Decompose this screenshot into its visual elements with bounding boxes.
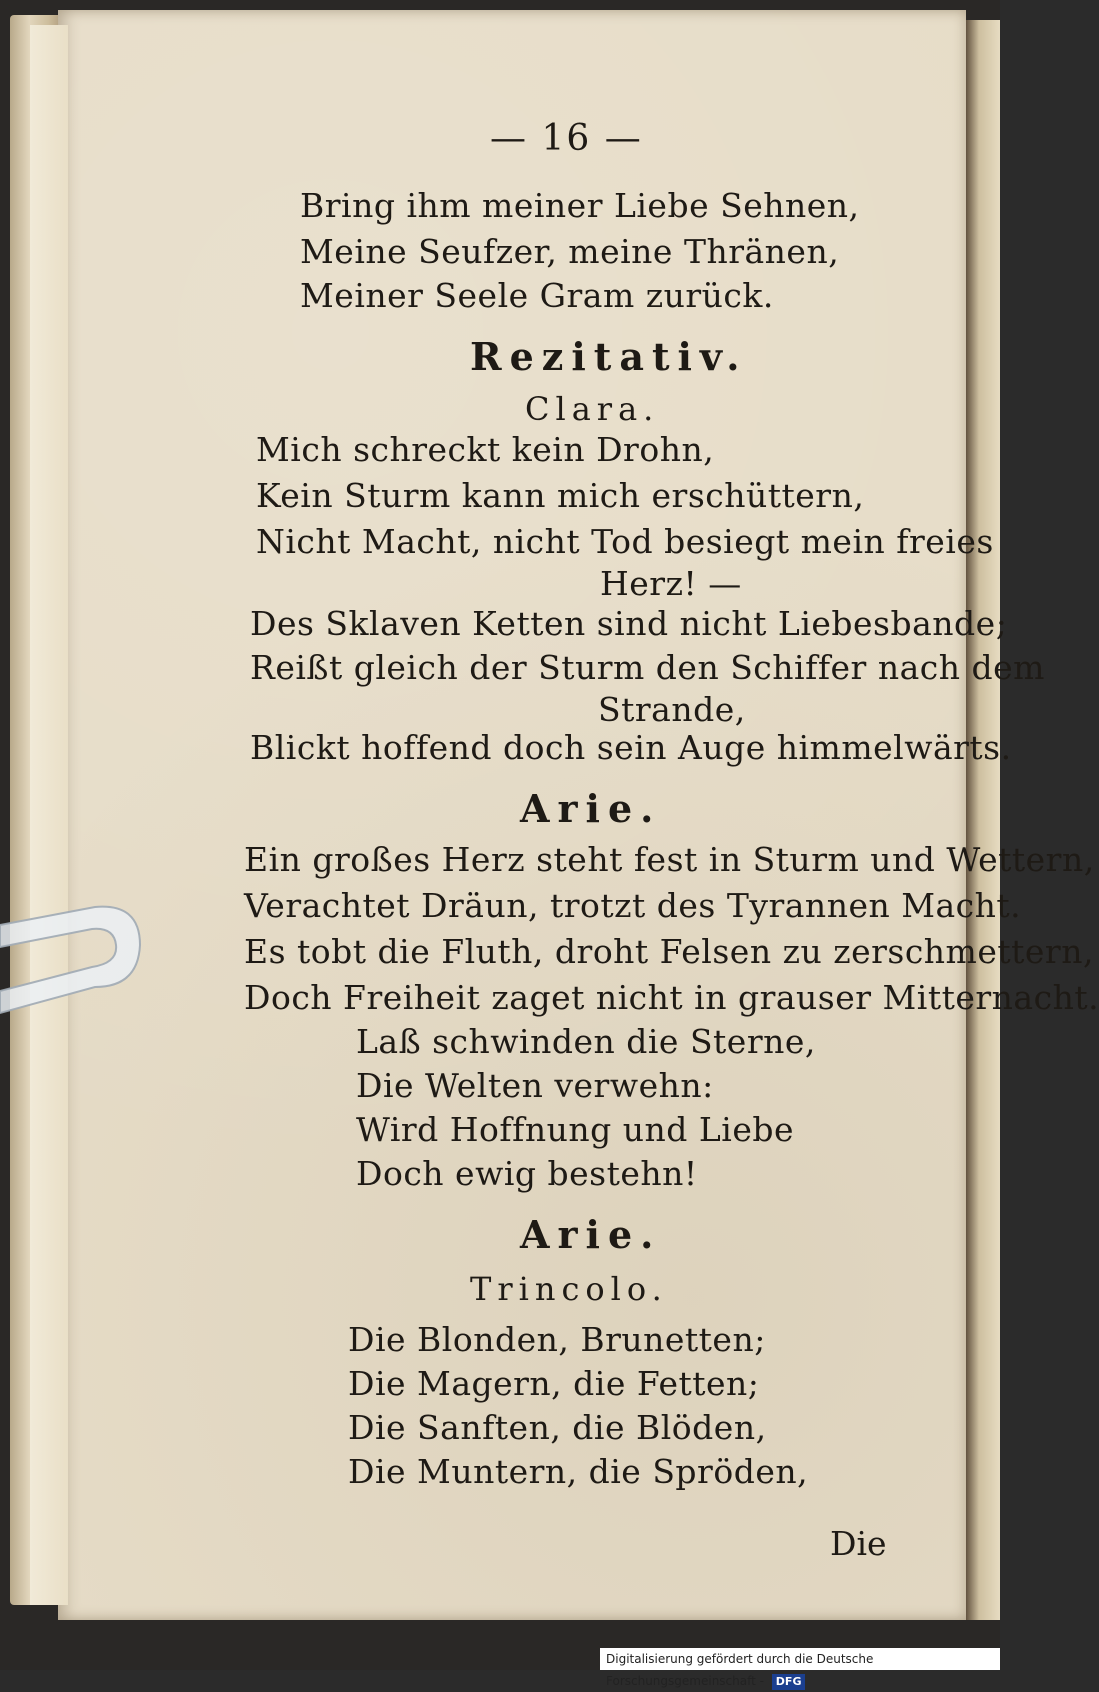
book-right-edge [965,20,1000,1620]
verse-line: Herz! — [600,564,742,603]
credit-text: Digitalisierung gefördert durch die Deutsche Forschungsgemeinschaft - [606,1652,874,1688]
verse-line: Mich schreckt kein Drohn, [256,430,715,469]
verse-line: Die Muntern, die Spröden, [348,1452,809,1491]
verse-line: Nicht Macht, nicht Tod besiegt mein freies [256,522,994,561]
verse-line: Doch ewig bestehn! [356,1154,698,1193]
verse-line: Bring ihm meiner Liebe Sehnen, [300,186,860,225]
verse-line: Die Magern, die Fetten; [348,1364,760,1403]
verse-line: Die Blonden, Brunetten; [348,1320,766,1359]
digitization-credit [600,1648,1000,1688]
speaker-name: Trincolo. [470,1270,668,1308]
verse-line: Des Sklaven Ketten sind nicht Liebesbande; [250,604,1008,643]
verse-line: Es tobt die Fluth, droht Felsen zu zerschmettern, [244,932,1094,971]
section-heading: Arie. [520,1212,662,1257]
catchword: Die [830,1524,887,1563]
verse-line: Die Welten verwehn: [356,1066,714,1105]
page-number: — 16 — [490,118,643,159]
verse-line: Laß schwinden die Sterne, [356,1022,816,1061]
dfg-logo-icon: DFG [772,1674,806,1690]
verse-line: Die Sanften, die Blöden, [348,1408,767,1447]
section-heading: Rezitativ. [470,334,748,379]
verse-line: Strande, [598,690,746,729]
section-heading: Arie. [520,786,662,831]
verse-line: Blickt hoffend doch sein Auge himmelwärts. [250,728,1012,767]
verse-line: Verachtet Dräun, trotzt des Tyrannen Macht. [244,886,1022,925]
verse-line: Ein großes Herz steht fest in Sturm und Wettern, [244,840,1095,879]
verse-line: Doch Freiheit zaget nicht in grauser Mitternacht. [244,978,1099,1017]
page-fore-edge [30,25,68,1605]
verse-line: Meiner Seele Gram zurück. [300,276,774,315]
speaker-name: Clara. [525,390,660,428]
page-clip-icon [0,895,145,1030]
verse-line: Kein Sturm kann mich erschüttern, [256,476,865,515]
verse-line: Reißt gleich der Sturm den Schiffer nach dem [250,648,1045,687]
verse-line: Meine Seufzer, meine Thränen, [300,232,840,271]
verse-line: Wird Hoffnung und Liebe [356,1110,795,1149]
